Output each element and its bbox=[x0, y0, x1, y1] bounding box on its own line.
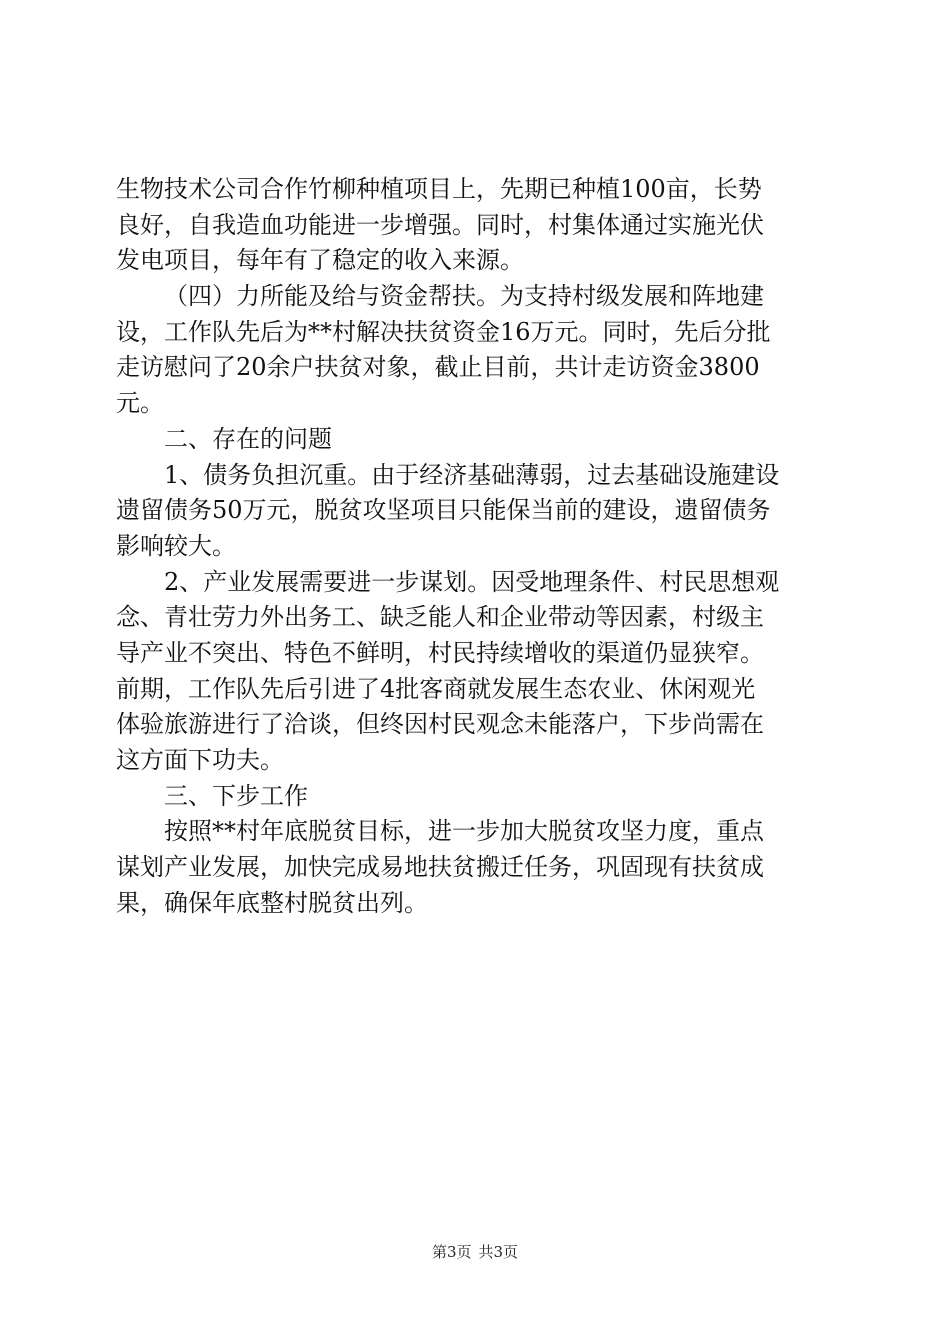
body-line: 元。 bbox=[116, 389, 164, 418]
body-line: 这方面下功夫。 bbox=[116, 746, 284, 774]
section-heading-problems: 二、存在的问题 bbox=[164, 424, 332, 453]
page-number: 第3页 bbox=[431, 1243, 472, 1261]
body-line: 良好，自我造血功能进一步增强。同时，村集体通过实施光伏 bbox=[116, 210, 764, 239]
section-heading-funding: （四）力所能及给与资金帮扶。为支持村级发展和阵地建 bbox=[164, 282, 764, 311]
body-line: 谋划产业发展，加快完成易地扶贫搬迁任务，巩固现有扶贫成 bbox=[116, 853, 764, 882]
body-line: 前期，工作队先后引进了4批客商就发展生态农业、休闲观光 bbox=[116, 674, 756, 703]
problem-item-debt: 1、债务负担沉重。由于经济基础薄弱，过去基础设施建设 bbox=[164, 460, 780, 489]
page-footer bbox=[0, 1242, 950, 1262]
section-heading-next-steps: 三、下步工作 bbox=[164, 781, 308, 810]
body-line: 遗留债务50万元，脱贫攻坚项目只能保当前的建设，遗留债务 bbox=[116, 496, 771, 525]
body-line: 设，工作队先后为**村解决扶贫资金16万元。同时，先后分批 bbox=[116, 317, 771, 346]
page-total: 共3页 bbox=[478, 1243, 519, 1261]
body-line: 体验旅游进行了洽谈，但终因村民观念未能落户，下步尚需在 bbox=[116, 710, 764, 739]
body-line: 走访慰问了20余户扶贫对象，截止目前，共计走访资金3800 bbox=[116, 353, 760, 382]
problem-item-industry: 2、产业发展需要进一步谋划。因受地理条件、村民思想观 bbox=[164, 567, 780, 596]
body-line: 按照**村年底脱贫目标，进一步加大脱贫攻坚力度，重点 bbox=[164, 817, 764, 846]
body-line: 念、青壮劳力外出务工、缺乏能人和企业带动等因素，村级主 bbox=[116, 603, 764, 632]
body-line: 果，确保年底整村脱贫出列。 bbox=[116, 888, 428, 917]
document-body bbox=[116, 172, 836, 921]
body-line: 发电项目，每年有了稳定的收入来源。 bbox=[116, 246, 524, 275]
body-line: 导产业不突出、特色不鲜明，村民持续增收的渠道仍显狭窄。 bbox=[116, 638, 764, 667]
body-line: 影响较大。 bbox=[116, 531, 236, 560]
body-line: 生物技术公司合作竹柳种植项目上，先期已种植100亩，长势 bbox=[116, 175, 762, 203]
